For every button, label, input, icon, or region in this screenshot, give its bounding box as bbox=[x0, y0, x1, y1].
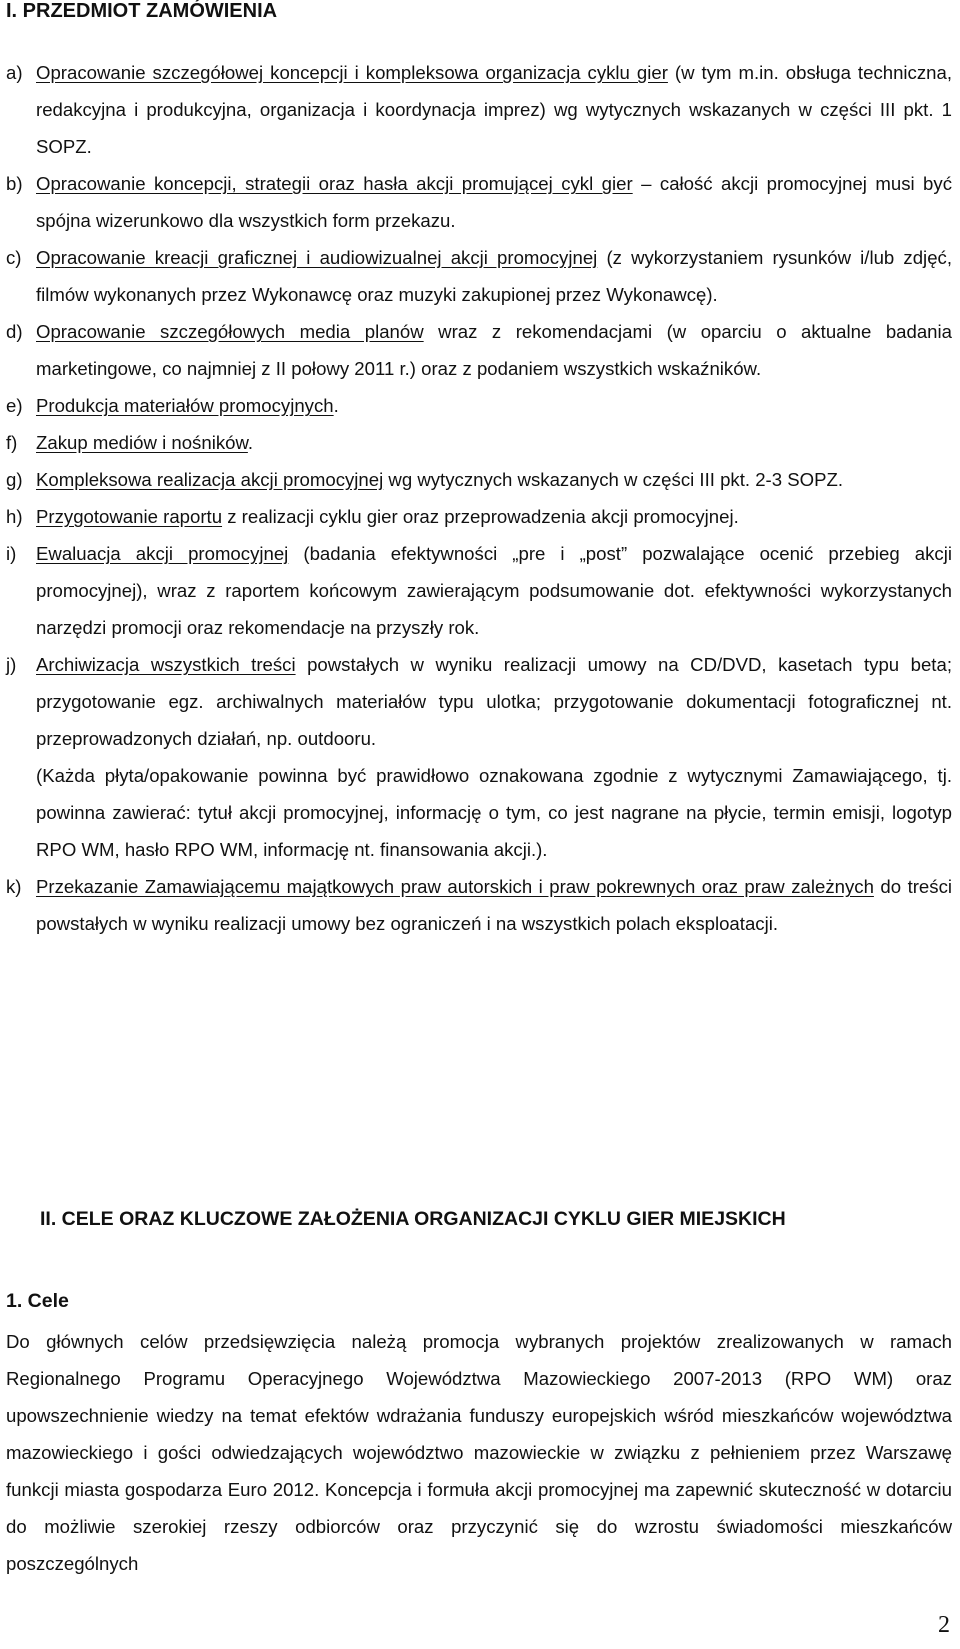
item-text: (z wykorzystaniem rysunków i/lub zdjęć, filmów wykonanych przez Wykonawcę oraz muzyki zakupionej przez Wykonawcę). bbox=[36, 247, 952, 305]
list-item bbox=[6, 313, 952, 387]
page-number: 2 bbox=[938, 1612, 950, 1638]
list-item bbox=[6, 868, 952, 942]
item-letter: k) bbox=[6, 876, 22, 897]
subsection-heading: 1. Cele bbox=[6, 1290, 69, 1312]
section-heading-2: II. CELE ORAZ KLUCZOWE ZAŁOŻENIA ORGANIZACJI CYKLU GIER MIEJSKICH bbox=[40, 1208, 786, 1230]
list-item bbox=[6, 461, 952, 498]
item-letter: b) bbox=[6, 173, 23, 194]
item-text: . bbox=[247, 432, 254, 453]
item-title: Zakup mediów i nośników bbox=[36, 432, 248, 453]
item-title: Przygotowanie raportu bbox=[36, 506, 223, 527]
item-text: powstałych w wyniku realizacji umowy na CD/DVD, kasetach typu beta; przygotowanie egz. archiwalnych materiałów typu ulotka; przygotowanie dokumentacji fotograficznej nt. przeprowadzonych działań, np. outdooru. bbox=[36, 654, 952, 749]
item-title: Opracowanie koncepcji, strategii oraz hasła akcji promującej cykl gier bbox=[36, 173, 633, 194]
item-letter: g) bbox=[6, 469, 23, 490]
item-title: Archiwizacja wszystkich treści bbox=[36, 654, 296, 675]
list-item bbox=[6, 498, 952, 535]
list-item bbox=[6, 165, 952, 239]
item-title: Produkcja materiałów promocyjnych bbox=[36, 395, 334, 416]
list-item bbox=[6, 646, 952, 757]
item-letter: d) bbox=[6, 321, 23, 342]
list-item bbox=[6, 535, 952, 646]
item-letter: j) bbox=[6, 654, 17, 675]
item-title: Ewaluacja akcji promocyjnej bbox=[36, 543, 289, 564]
item-text: (badania efektywności „pre i „post” pozwalające ocenić przebieg akcji promocyjnej), wraz z raportem końcowym zawierającym podsumowanie dot. efektywności wykorzystanych narzędzi promocji oraz rekomendacje na przyszły rok. bbox=[36, 543, 952, 638]
item-letter: e) bbox=[6, 395, 23, 416]
list-item bbox=[6, 424, 952, 461]
item-note: (Każda płyta/opakowanie powinna być prawidłowo oznakowana zgodnie z wytycznymi Zamawiającego, tj. powinna zawierać: tytuł akcji promocyjnej, informację o tym, co jest nagrane na płycie, termin emisji, logotyp RPO WM, hasło RPO WM, informację nt. finansowania akcji.). bbox=[36, 765, 952, 860]
order-items-list bbox=[6, 54, 952, 942]
item-text: do treści powstałych w wyniku realizacji umowy bez ograniczeń i na wszystkich polach eksploatacji. bbox=[36, 876, 952, 934]
item-text: z realizacji cyklu gier oraz przeprowadzenia akcji promocyjnej. bbox=[222, 506, 739, 527]
item-text: – całość akcji promocyjnej musi być spójna wizerunkowo dla wszystkich form przekazu. bbox=[36, 173, 952, 231]
item-title: Kompleksowa realizacja akcji promocyjnej bbox=[36, 469, 384, 490]
item-text: . bbox=[333, 395, 339, 416]
body-paragraph: Do głównych celów przedsięwzięcia należą promocja wybranych projektów zrealizowanych w ramach Regionalnego Programu Operacyjnego Województwa Mazowieckiego 2007-2013 (RPO WM) oraz upowszechnienie wiedzy na temat efektów wdrażania funduszy europejskich wśród mieszkańców województwa mazowieckiego i gości odwiedzających województwo mazowieckie w związku z pełnieniem przez Warszawę funkcji miasta gospodarza Euro 2012. Koncepcja i formuła akcji promocyjnej ma zapewnić skuteczność w dotarciu do możliwie szerokiej rzeszy odbiorców oraz przyczynić się do wzrostu świadomości mieszkańców poszczególnych bbox=[6, 1331, 952, 1574]
item-letter: f) bbox=[6, 432, 18, 453]
list-item bbox=[6, 239, 952, 313]
item-title: Opracowanie kreacji graficznej i audiowizualnej akcji promocyjnej bbox=[36, 247, 598, 268]
item-text: (w tym m.in. obsługa techniczna, redakcyjna i produkcyjna, organizacja i koordynacja imprez) wg wytycznych wskazanych w części III pkt. 1 SOPZ. bbox=[36, 62, 952, 157]
list-item bbox=[6, 387, 952, 424]
item-title: Opracowanie szczegółowej koncepcji i kompleksowa organizacja cyklu gier bbox=[36, 62, 668, 83]
item-letter: h) bbox=[6, 506, 23, 527]
item-text: wg wytycznych wskazanych w części III pkt. 2-3 SOPZ. bbox=[383, 469, 844, 490]
item-title: Opracowanie szczegółowych media planów bbox=[36, 321, 424, 342]
section-heading-1: I. PRZEDMIOT ZAMÓWIENIA bbox=[6, 0, 278, 22]
item-letter: a) bbox=[6, 62, 23, 83]
item-title: Przekazanie Zamawiającemu majątkowych praw autorskich i praw pokrewnych oraz praw zależnych bbox=[36, 876, 874, 897]
item-text: wraz z rekomendacjami (w oparciu o aktualne badania marketingowe, co najmniej z II połowy 2011 r.) oraz z podaniem wszystkich wskaźników. bbox=[36, 321, 952, 379]
item-letter: i) bbox=[6, 543, 17, 564]
list-item bbox=[6, 54, 952, 165]
item-letter: c) bbox=[6, 247, 22, 268]
